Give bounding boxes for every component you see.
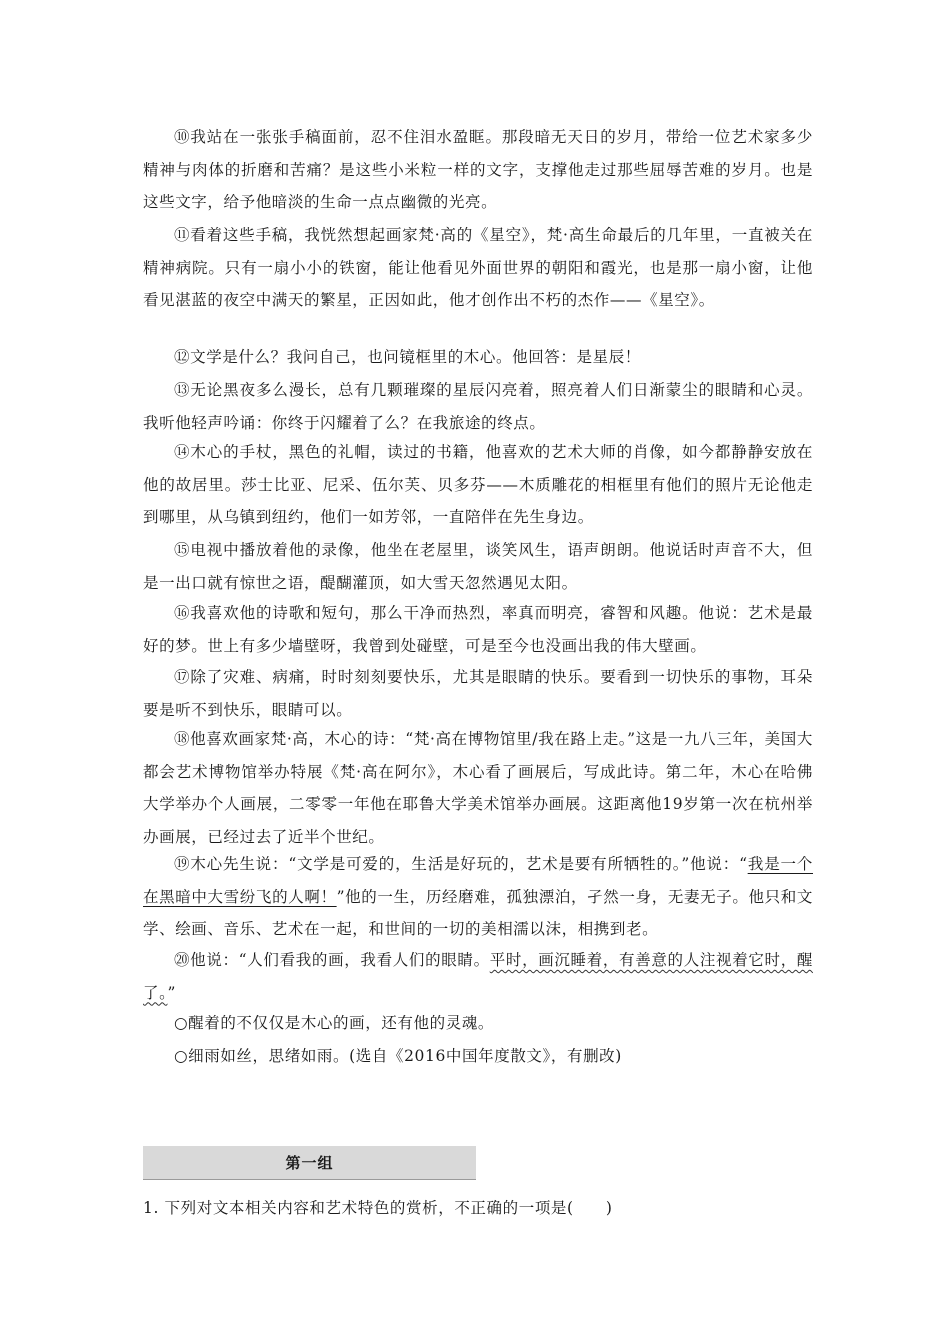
- paragraph-14: ⑭木心的手杖，黑色的礼帽，读过的书籍，他喜欢的艺术大师的肖像，如今都静静安放在他的故居里。莎士比亚、尼采、伍尔芙、贝多芬——木质雕花的相框里有他们的照片无论他走到哪里，从乌镇到纽约，他们一如芳邻，一直陪伴在先生身边。: [143, 443, 813, 526]
- paragraph-13: ⑬无论黑夜多么漫长，总有几颗璀璨的星辰闪亮着，照亮着人们日渐蒙尘的眼睛和心灵。我听他轻声吟诵：你终于闪耀着了么？在我旅途的终点。: [143, 381, 813, 432]
- paragraph-19-text-b: ”他的一生，历经磨难，孤独漂泊，孑然一身，无妻无子。他只和文学、绘画、音乐、艺术在一起，和世间的一切的美相濡以沫，相携到老。: [143, 887, 813, 938]
- paragraph-21: ○醒着的不仅仅是木心的画，还有他的灵魂。: [174, 1014, 495, 1032]
- paragraph-16: ⑯我喜欢他的诗歌和短句，那么干净而热烈，率真而明亮，睿智和风趣。他说：艺术是最好的梦。世上有多少墙壁呀，我曾到处碰壁，可是至今也没画出我的伟大壁画。: [143, 604, 813, 655]
- paragraph-22-source: ○细雨如丝，思绪如雨。(选自《2016中国年度散文》，有删改): [174, 1047, 622, 1065]
- question-1: 1. 下列对文本相关内容和艺术特色的赏析，不正确的一项是( ): [143, 1199, 613, 1217]
- paragraph-15: ⑮电视中播放着他的录像，他坐在老屋里，谈笑风生，语声朗朗。他说话时声音不大，但是一出口就有惊世之语，醍醐灌顶，如大雪天忽然遇见太阳。: [143, 541, 813, 592]
- paragraph-12: ⑫文学是什么？我问自己，也问镜框里的木心。他回答：是星辰！: [174, 348, 641, 366]
- paragraph-10: ⑩我站在一张张手稿面前，忍不住泪水盈眶。那段暗无天日的岁月，带给一位艺术家多少精神与肉体的折磨和苦痛？是这些小米粒一样的文字，支撑他走过那些屈辱苦难的岁月。也是这些文字，给予他暗淡的生命一点点幽微的光亮。: [143, 128, 813, 211]
- underlined-quote: 我是一个在黑暗中大雪纷飞的人啊！: [143, 855, 813, 906]
- paragraph-20-text-b: ”: [167, 983, 176, 1002]
- wavy-underlined-sentence: 平时，画沉睡着，有善意的人注视着它时，醒了。: [143, 951, 813, 1002]
- paragraph-18: ⑱他喜欢画家梵·高，木心的诗：“梵·高在博物馆里/我在路上走。”这是一九八三年，美国大都会艺术博物馆举办特展《梵·高在阿尔》，木心看了画展后，写成此诗。第二年，木心在哈佛大学举办个人画展，二零零一年他在耶鲁大学美术馆举办画展。这距离他19岁第一次在杭州举办画展，已经过去了近半个世纪。: [143, 730, 813, 846]
- section-title: 第一组: [285, 1154, 334, 1172]
- section-header-bar: [143, 1146, 476, 1180]
- paragraph-20: [143, 944, 813, 1009]
- paragraph-17: ⑰除了灾难、病痛，时时刻刻要快乐，尤其是眼睛的快乐。要看到一切快乐的事物，耳朵要是听不到快乐，眼睛可以。: [143, 668, 813, 719]
- paragraph-19: [143, 848, 813, 946]
- paragraph-11: ⑪看着这些手稿，我恍然想起画家梵·高的《星空》，梵·高生命最后的几年里，一直被关在精神病院。只有一扇小小的铁窗，能让他看见外面世界的朝阳和霞光，也是那一扇小窗，让他看见湛蓝的夜空中满天的繁星，正因如此，他才创作出不朽的杰作——《星空》。: [143, 226, 813, 309]
- paragraph-19-text-a: ⑲木心先生说：“文学是可爱的，生活是好玩的，艺术是要有所牺牲的。”他说：“: [174, 855, 748, 873]
- paragraph-20-text-a: ⑳他说：“人们看我的画，我看人们的眼睛。: [174, 951, 490, 969]
